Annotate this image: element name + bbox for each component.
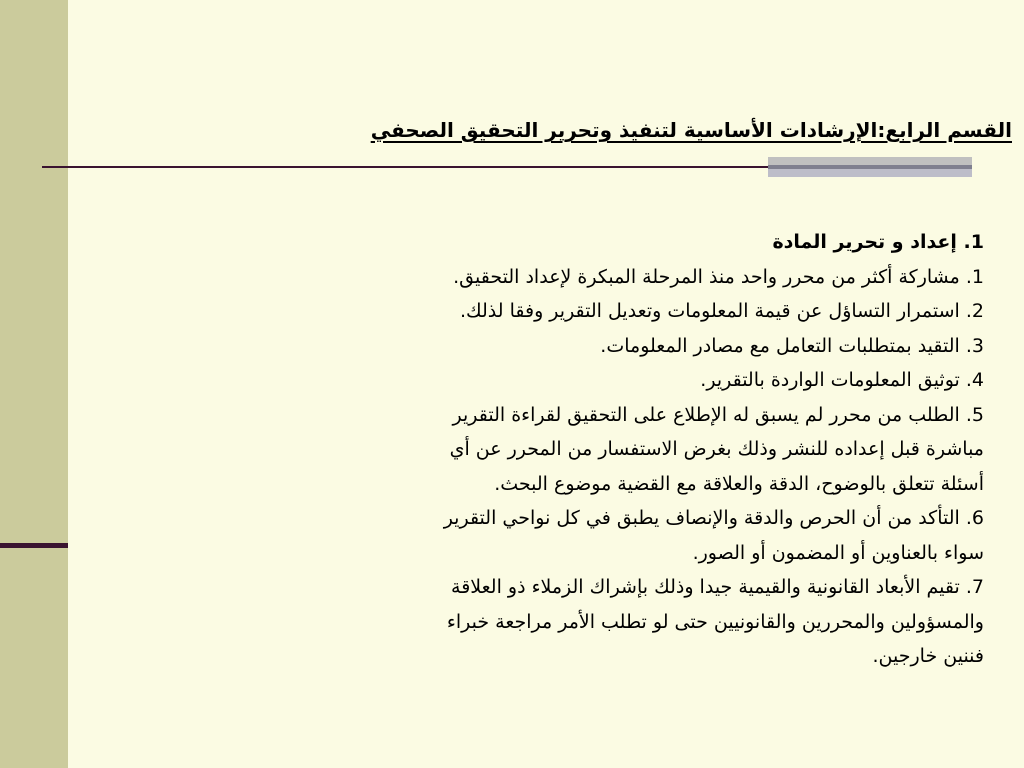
body-line: مباشرة قبل إعداده للنشر وذلك بغرض الاستفسار من المحرر عن أي <box>449 438 984 460</box>
accent-bar <box>768 157 972 177</box>
body-line: والمسؤولين والمحررين والقانونيين حتى لو تطلب الأمر مراجعة خبراء <box>446 610 984 633</box>
body-line: 5. الطلب من محرر لم يسبق له الإطلاع على التحقيق لقراءة التقرير <box>452 403 984 426</box>
left-sidebar-bar <box>0 0 68 768</box>
body-line: 2. استمرار التساؤل عن قيمة المعلومات وتعديل التقرير وفقا لذلك. <box>459 300 984 322</box>
body-line: سواء بالعناوين أو المضمون أو الصور. <box>692 541 984 564</box>
body-line: 6. التأكد من أن الحرص والدقة والإنصاف يطبق في كل نواحي التقرير <box>443 507 984 529</box>
body-line: 1. مشاركة أكثر من محرر واحد منذ المرحلة المبكرة لإعداد التحقيق. <box>453 265 984 288</box>
body-line: أسئلة تتعلق بالوضوح، الدقة والعلاقة مع القضية موضوع البحث. <box>494 472 984 495</box>
section-heading: 1. إعداد و تحرير المادة <box>772 231 984 253</box>
body-line: فننين خارجين. <box>872 645 984 667</box>
body-line: 3. التقيد بمتطلبات التعامل مع مصادر المعلومات. <box>600 334 984 357</box>
slide-body <box>344 225 984 674</box>
slide-title: القسم الرابع:الإرشادات الأساسية لتنفيذ وتحرير التحقيق الصحفي <box>370 118 1012 142</box>
body-line: 7. تقيم الأبعاد القانونية والقيمية جيدا وذلك بإشراك الزملاء ذو العلاقة <box>451 576 984 598</box>
body-line: 4. توثيق المعلومات الواردة بالتقرير. <box>700 369 984 391</box>
sidebar-accent-line <box>0 543 68 548</box>
